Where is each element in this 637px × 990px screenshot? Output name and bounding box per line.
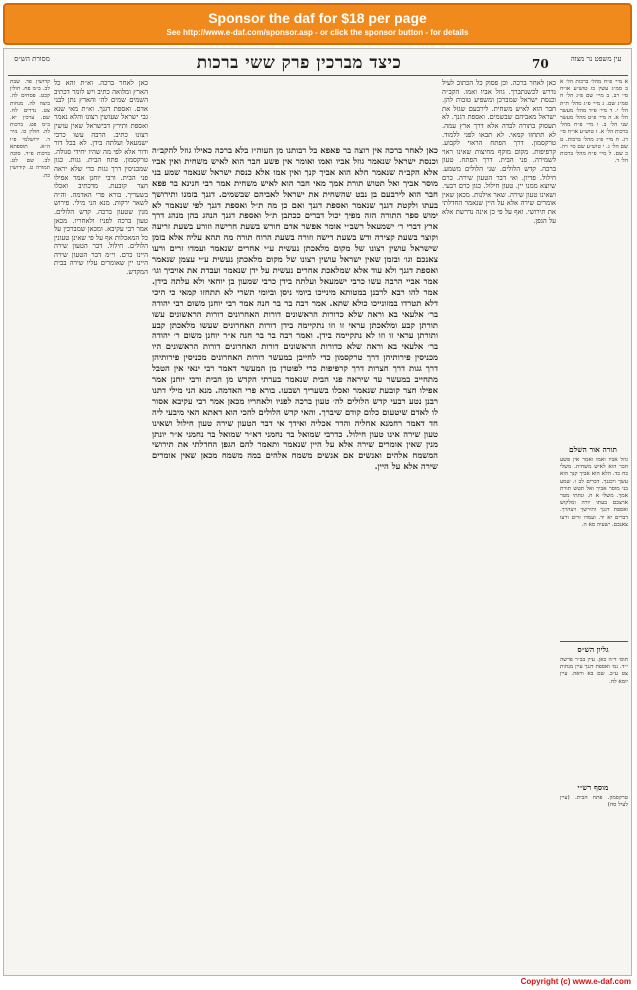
ein-mishpat-heading: עין משפט נר מצוה bbox=[570, 55, 622, 63]
torah-or-column: גוזל אביו ואמו ואמר אין פשע חבר הוא לאיש משחית. משלי כח כד. הלא הוא אביך קנך הוא עשך ויכננך. דברים לב ו. שמע בני מוסר אביך ואל תטש תורת אמך. משלי א ח. ונתתי מטר ארצכם בעתו יורה ומלקוש ואספת דגנך ותירשך ויצהרך. דברים יא יד. ועמדו זרים ורעו צאנכם. ישעיה סא ה. bbox=[560, 457, 628, 528]
page-number: 70 bbox=[532, 57, 549, 71]
gemara-text: כאן לאחר ברכה אין רוצה בר פאפא בל רבותנו מן העוה״ז בלא ברכה כאילו גוזל להקב״ה וכנסת ישראל שנאמר גוזל אביו ואמו ואומר אין פשע חבר הוא לאיש משחית ואין אביו אלא הקב״ה שנאמר הלא הוא אביך קנך ואין אמו אלא כנסת ישראל שנאמר שמע בני מוסר אביך ואל תטוש תורת אמך מאי חבר הוא לאיש משחית אמר רבי חנינא בר פפא חבר הוא לירבעם בן נבט שהשחית את ישראל לאביהם שבשמים. דגנך בזמנו ותירושך בעתו ולקטת דגנך שנאמר ואספת דגנך ואם כן מה ת״ל ואספת דגנך לפי שנאמר לא ימוש ספר התורה הזה מפיך יכול דברים ככתבן ת״ל ואספת דגנך הנהג בהן מנהג דרך ארץ דברי ר׳ ישמעאל רשב״י אומר אפשר אדם חורש בשעת חרישה וזורע בשעת זריעה וקוצר בשעת קצירה ודש בשעת דישה וזורה בשעת הרוח תורה מה תהא עליה אלא בזמן שישראל עושין רצונו של מקום מלאכתן נעשית ע״י אחרים שנאמר ועמדו זרים ורעו צאנכם וגו׳ ובזמן שאין ישראל עושין רצונו של מקום מלאכתן נעשית ע״י עצמן שנאמר ואספת דגנך ולא עוד אלא שמלאכת אחרים נעשית על ידן שנאמר ועבדת את אויביך וגו׳ אמר אביי הרבה עשו כרבי ישמעאל ועלתה בידן כרבי שמעון בן יוחאי ולא עלתה בידן. אמר להו רבא לרבנן במטותא מינייכו ביומי ניסן וביומי תשרי לא תתחזו קמאי כי היכי דלא תטרדו במזונייכו כולא שתא. אמר רבה בר בר חנה אמר רבי יוחנן משום רבי יהודה בר׳ אלעאי בא וראה שלא כדורות הראשונים דורות האחרונים דורות הראשונים עשו תורתן קבע ומלאכתן עראי זו וזו נתקיימה בידן דורות האחרונים שעשו מלאכתן קבע ותורתן עראי זו וזו לא נתקיימה בידן. ואמר רבה בר בר חנה א״ר יוחנן משום ר׳ יהודה בר׳ אלעאי בא וראה שלא כדורות הראשונים דורות האחרונים דורות הראשונים היו מכניסין פירותיהן דרך טרקסמון כדי לחייבן במעשר דורות האחרונים מכניסין פירותיהן דרך גגות דרך חצרות דרך קרפיפות כדי לפוטרן מן המעשר דאמר רבי ינאי אין הטבל מתחייב במעשר עד שיראה פני הבית שנאמר בערתי הקדש מן הבית ורבי יוחנן אמר אפילו חצר קובעת שנאמר ואכלו בשעריך ושבעו. בורא פרי האדמה. מנא הני מילי דתנו רבנן נטע רבעי קדש הלולים לה׳ טעון ברכה לפניו ולאחריו מכאן אמר רבי עקיבא אסור לו לאדם שיטעום כלום קודם שיברך. והאי קדש הלולים להכי הוא דאתא האי מיבעי ליה חד דאמר רחמנא אחליה והדר אכליה ואידך אי דבר הטעון שירה טעון חילול ושאינו טעון שירה אינו טעון חילול. כדרבי שמואל בר נחמני דא״ר שמואל בר נחמני א״ר יונתן מנין שאין אומרים שירה אלא על היין שנאמר ותאמר להם הגפן החדלתי את תירושי המשמח אלהים ואנשים אם אנשים משמח אלהים במה משמח מכאן שאין אומרים שירה אלא על היין. bbox=[152, 145, 438, 472]
ein-mishpat-column: א מיי׳ פ״ח מהל׳ ברכות הל׳ א ב סמ״ג עשין כז טוש״ע או״ח סי׳ רב. ב מיי׳ שם פ״ג הל׳ ח סמ״ג שם. ג מיי׳ פ״ג מהל׳ ת״ת הל׳ י. ד מיי׳ פ״ד מהל׳ מעשר הל׳ א. ה מיי׳ פ״ט מהל׳ מעשר שני הל׳ ב. ו מיי׳ פ״ח מהל׳ ברכות הל׳ א. ז טוש״ע או״ח סי׳ רג. ח מיי׳ פ״ג מהל׳ ברכות. ט שם הל׳ ג. י טוש״ע שם סי׳ רה. כ שם. ל מיי׳ פ״ח מהל׳ ברכות הל׳ ד. bbox=[560, 79, 628, 165]
musaf-rashi-label: מוסף רש״י bbox=[577, 783, 609, 792]
sponsor-title: Sponsor the daf for $18 per page bbox=[208, 10, 427, 26]
masoret-heading: מסורת הש״ס bbox=[14, 55, 50, 63]
gilyon-column: תוס׳ ד״ה כאן. עיין בב״ר פרשה י״ד. גמ׳ ואספת דגנך עיין מנחות צט ע״ב. שם בא וראה. עיין יומא לח. bbox=[560, 657, 628, 685]
copyright-notice: Copyright (c) www.e-daf.com bbox=[520, 977, 631, 986]
gilyon-label: גליון הש״ס bbox=[577, 645, 609, 654]
torah-or-label: תורה אור השלם bbox=[569, 445, 617, 454]
rashi-commentary: כאן לאחר ברכה. וכן פסוק כל הכתוב לעיל נדרש לכשנתברך. גוזל אביו ואמו. הקב״ה וכנסת ישראל שמברכן ומשפיע טובות להן. חבר הוא לאיש משחית. לירבעם שגזל את ישראל מאביהם שבשמים. ואספת דגנך. לא תעסוק בתורה לבדה אלא דרך ארץ עמה. לא תתחזו קמאי. לא תבאו לפני ללמוד. טרקסמון. דרך הפתח הראוי לקבוע. קרפיפות. מקום מוקף מחיצות שאינו ראוי לשמירה. פני הבית. דרך הפתח. טעון ברכה. קדש הלולים. שני הלולים משמע. חילול. פדיון. ואי דבר הטעון שירה. כרם שיוצא ממנו יין. טעון חילול. כגון כרם רבעי. ושאינו טעון שירה. שאר אילנות. מכאן שאין אומרים שירה אלא על היין שנאמר החדלתי את תירושי. ואף על פי כן אינה נדרשת אלא על הגפן. bbox=[442, 79, 556, 225]
tosafot-commentary: כאן לאחר ברכה. וא״ת והא כל הארץ ומלואה כתיב ויש לומר דכתיב השמים שמים לה׳ והארץ נתן לבני אדם. ואספת דגנך. וא״ת מאי שנא גבי ישראל שעושין רצונו והלא נאמר ואספת ותירץ דבישראל שאין עושין רצונו כתיב. הרבה עשו כרבי ישמעאל ועלתה בידן. לא בכל דור ודור אלא לפי מה שהיו יחידי סגולה. טרקסמון. פתח הבית. גגות. כגון שמכניסין דרך גגות כדי שלא יראה פני הבית. ורבי יוחנן אמר אפילו חצר קובעת. מדכתיב ואכלו בשעריך. בורא פרי האדמה. וה״ה לשאר ירקות. מנא הני מילי. פירוש מנין שטעון ברכה. קדש הלולים. טעון ברכה לפניו ולאחריו. מכאן אמר רבי עקיבא. ומכאן שמברכין על כל המאכלות אף על פי שאינן טעונין הלולים. חילול. דבר הטעון שירה היינו כרם. וי״מ דבר הטעון שירה היינו יין שאומרים עליו שירה בבית המקדש. bbox=[54, 79, 148, 277]
header-rule bbox=[8, 75, 628, 76]
talmud-page bbox=[3, 48, 632, 976]
margin-rule bbox=[560, 641, 628, 642]
musaf-rashi-column: טרקסמון. פתח הבית. (עיין לעיל סח) bbox=[560, 795, 628, 809]
sponsor-subtitle-link[interactable]: See http://www.e-daf.com/sponsor.asp - or click the sponsor button - for details bbox=[166, 28, 469, 37]
page-title: כיצד מברכין פרק ששי ברכות bbox=[196, 53, 402, 73]
masoret-column: קדושין פד. שבת לב. ב״מ פח. חולין קכט. פסחים לה. ביצה לה. מנחות צט. נדרים לח. שם. ערכין יא. ב״מ פט. ברכות לה. חולין כו. נזיר ד. ירושלמי פ״ו ה״א. תוספתא ברכות פ״ד. סוכה לב. שם לט. תמורה ט. קידושין כה. bbox=[10, 79, 50, 179]
sponsor-banner[interactable] bbox=[3, 3, 632, 45]
